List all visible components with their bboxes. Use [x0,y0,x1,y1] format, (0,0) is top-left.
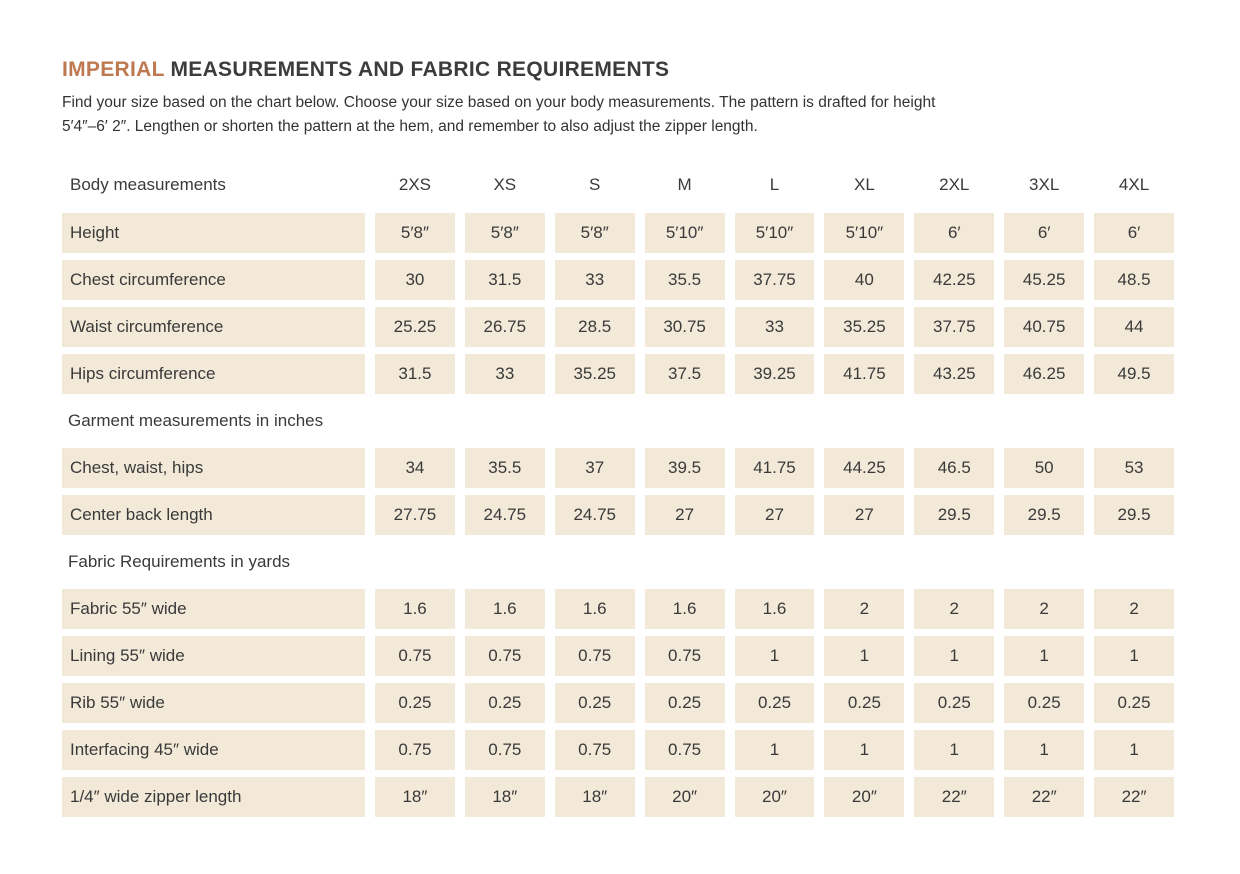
row-label: Lining 55″ wide [62,636,365,676]
value-cell: 0.25 [1094,683,1174,723]
value-cell: 5′8″ [375,213,455,253]
row-label: Rib 55″ wide [62,683,365,723]
value-cell: 5′10″ [735,213,815,253]
corner-label: Body measurements [70,175,226,194]
row-label: Center back length [62,495,365,535]
table-header-row [62,166,1174,206]
value-cell: 35.25 [824,307,904,347]
value-cell: 6′ [1004,213,1084,253]
value-cell: 5′10″ [824,213,904,253]
value-cell: 30 [375,260,455,300]
size-column-header: S [589,175,601,194]
size-column-header: L [769,175,780,194]
value-cell: 1.6 [645,589,725,629]
value-cell: 1 [824,636,904,676]
row-label: Chest circumference [62,260,365,300]
value-cell: 22″ [914,777,994,817]
value-cell: 22″ [1094,777,1174,817]
size-column-header: 2XL [939,175,970,194]
size-column-header: 3XL [1029,175,1060,194]
value-cell: 46.5 [914,448,994,488]
value-cell: 1 [914,636,994,676]
value-cell: 20″ [645,777,725,817]
description-line-1: Find your size based on the chart below. Choose your size based on your body measurements. The pattern is drafted for height [62,94,936,111]
value-cell: 27 [735,495,815,535]
value-cell: 34 [375,448,455,488]
value-cell: 0.25 [1004,683,1084,723]
value-cell: 18″ [555,777,635,817]
value-cell: 29.5 [1004,495,1084,535]
value-cell: 0.25 [914,683,994,723]
value-cell: 25.25 [375,307,455,347]
value-cell: 27.75 [375,495,455,535]
value-cell: 30.75 [645,307,725,347]
value-cell: 1 [914,730,994,770]
size-column-header: XS [493,175,517,194]
value-cell: 1 [735,730,815,770]
value-cell: 37.75 [914,307,994,347]
size-column-header: M [677,175,692,194]
value-cell: 0.75 [645,730,725,770]
page-title-accent: IMPERIAL [62,58,165,81]
measurement-row [62,354,1174,394]
value-cell: 24.75 [465,495,545,535]
value-cell: 43.25 [914,354,994,394]
value-cell: 31.5 [465,260,545,300]
measurement-row [62,777,1174,817]
size-table [62,166,1174,817]
value-cell: 20″ [824,777,904,817]
row-label: Chest, waist, hips [62,448,365,488]
row-label: Waist circumference [62,307,365,347]
measurement-row [62,589,1174,629]
value-cell: 1.6 [375,589,455,629]
value-cell: 6′ [914,213,994,253]
size-column-header: XL [853,175,875,194]
value-cell: 0.75 [465,636,545,676]
value-cell: 27 [645,495,725,535]
row-label: 1/4″ wide zipper length [62,777,365,817]
value-cell: 37.5 [645,354,725,394]
value-cell: 39.5 [645,448,725,488]
value-cell: 35.5 [645,260,725,300]
value-cell: 0.75 [555,636,635,676]
row-label: Hips circumference [62,354,365,394]
value-cell: 0.25 [465,683,545,723]
value-cell: 28.5 [555,307,635,347]
value-cell: 31.5 [375,354,455,394]
value-cell: 1 [1094,730,1174,770]
value-cell: 1.6 [555,589,635,629]
value-cell: 48.5 [1094,260,1174,300]
value-cell: 37.75 [735,260,815,300]
value-cell: 1 [824,730,904,770]
value-cell: 29.5 [1094,495,1174,535]
description-line-2: 5′4″–6′ 2″. Lengthen or shorten the pattern at the hem, and remember to also adjust the zipper length. [62,118,758,135]
value-cell: 5′10″ [645,213,725,253]
value-cell: 41.75 [824,354,904,394]
value-cell: 5′8″ [465,213,545,253]
value-cell: 0.25 [645,683,725,723]
value-cell: 0.75 [465,730,545,770]
page-title-rest: MEASUREMENTS AND FABRIC REQUIREMENTS [164,58,670,81]
value-cell: 0.25 [735,683,815,723]
value-cell: 42.25 [914,260,994,300]
section-heading: Fabric Requirements in yards [68,552,291,571]
value-cell: 29.5 [914,495,994,535]
value-cell: 18″ [465,777,545,817]
value-cell: 26.75 [465,307,545,347]
value-cell: 33 [735,307,815,347]
row-label: Fabric 55″ wide [62,589,365,629]
value-cell: 53 [1094,448,1174,488]
value-cell: 0.25 [375,683,455,723]
value-cell: 1 [1004,636,1084,676]
value-cell: 40 [824,260,904,300]
value-cell: 44 [1094,307,1174,347]
value-cell: 2 [914,589,994,629]
value-cell: 41.75 [735,448,815,488]
measurement-row [62,683,1174,723]
value-cell: 45.25 [1004,260,1084,300]
row-label: Height [62,213,365,253]
measurement-row [62,636,1174,676]
value-cell: 5′8″ [555,213,635,253]
value-cell: 24.75 [555,495,635,535]
measurement-row [62,448,1174,488]
measurement-row [62,730,1174,770]
value-cell: 1.6 [465,589,545,629]
value-cell: 1.6 [735,589,815,629]
value-cell: 2 [1004,589,1084,629]
value-cell: 35.25 [555,354,635,394]
value-cell: 6′ [1094,213,1174,253]
value-cell: 46.25 [1004,354,1084,394]
measurement-row [62,307,1174,347]
value-cell: 49.5 [1094,354,1174,394]
value-cell: 27 [824,495,904,535]
value-cell: 0.75 [375,730,455,770]
value-cell: 1 [1094,636,1174,676]
page-title [62,58,1180,82]
value-cell: 18″ [375,777,455,817]
value-cell: 37 [555,448,635,488]
description [62,91,1180,139]
value-cell: 35.5 [465,448,545,488]
value-cell: 1 [735,636,815,676]
value-cell: 20″ [735,777,815,817]
measurement-row [62,260,1174,300]
value-cell: 22″ [1004,777,1084,817]
value-cell: 0.25 [824,683,904,723]
value-cell: 0.25 [555,683,635,723]
value-cell: 0.75 [555,730,635,770]
size-column-header: 4XL [1118,175,1150,194]
value-cell: 33 [555,260,635,300]
value-cell: 33 [465,354,545,394]
value-cell: 44.25 [824,448,904,488]
value-cell: 0.75 [645,636,725,676]
value-cell: 2 [824,589,904,629]
value-cell: 2 [1094,589,1174,629]
value-cell: 1 [1004,730,1084,770]
value-cell: 40.75 [1004,307,1084,347]
size-column-header: 2XS [398,175,431,194]
value-cell: 39.25 [735,354,815,394]
value-cell: 50 [1004,448,1084,488]
value-cell: 0.75 [375,636,455,676]
row-label: Interfacing 45″ wide [62,730,365,770]
section-heading: Garment measurements in inches [68,411,324,430]
measurement-row [62,213,1174,253]
measurement-row [62,495,1174,535]
